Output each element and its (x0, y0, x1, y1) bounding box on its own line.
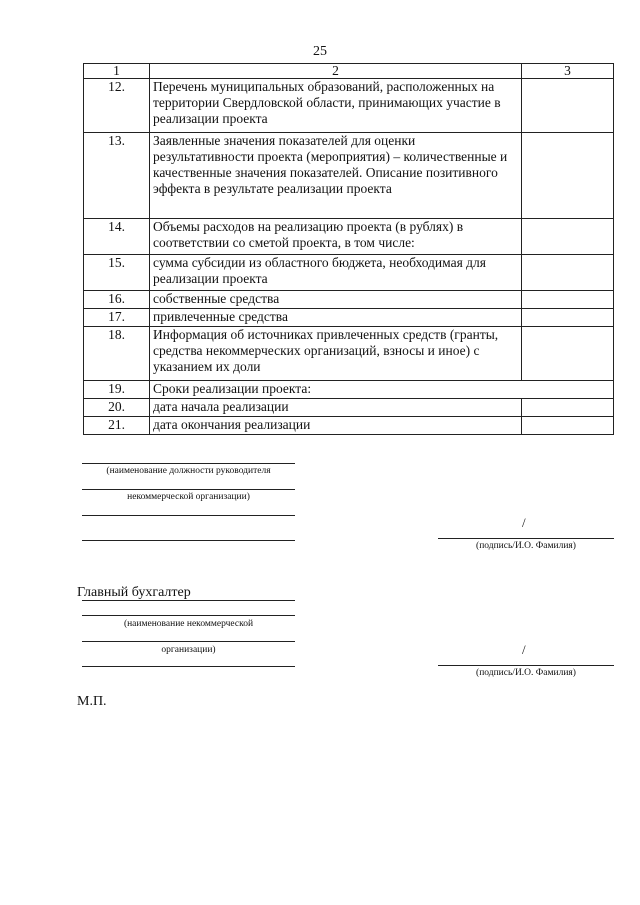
signature-line[interactable] (438, 538, 614, 539)
column-header: 3 (522, 64, 614, 79)
signature-separator: / (522, 642, 526, 657)
value-cell[interactable] (522, 219, 614, 255)
value-cell[interactable] (522, 309, 614, 327)
table-header-row (84, 64, 614, 79)
row-label: сумма субсидии из областного бюджета, необходимая для реализации проекта (150, 255, 522, 291)
row-number: 18. (84, 327, 150, 381)
table-row (84, 133, 614, 219)
row-label: привлеченные средства (150, 309, 522, 327)
position-caption: (наименование должности руководителя (106, 466, 271, 476)
value-cell[interactable] (522, 255, 614, 291)
row-label: дата начала реализации (150, 399, 522, 417)
position-title-line[interactable] (82, 463, 295, 464)
value-cell[interactable] (522, 327, 614, 381)
row-label: собственные средства (150, 291, 522, 309)
position-title-line[interactable] (82, 489, 295, 490)
row-label: Объемы расходов на реализацию проекта (в рублях) в соответствии со сметой проекта, в том числе: (150, 219, 522, 255)
value-cell[interactable] (522, 79, 614, 133)
table-row (84, 327, 614, 381)
table-row (84, 399, 614, 417)
row-number: 15. (84, 255, 150, 291)
organization-name-line[interactable] (82, 615, 295, 616)
position-title-line[interactable] (82, 515, 295, 516)
position-title-line[interactable] (82, 540, 295, 541)
position-caption: некоммерческой организации) (127, 492, 250, 502)
row-number: 16. (84, 291, 150, 309)
row-number: 19. (84, 381, 150, 399)
value-cell[interactable] (522, 417, 614, 435)
page-number: 25 (313, 44, 327, 59)
row-number: 13. (84, 133, 150, 219)
table-row (84, 219, 614, 255)
signature-caption: (подпись/И.О. Фамилия) (476, 541, 576, 551)
organization-name-line[interactable] (82, 641, 295, 642)
signature-separator: / (522, 515, 526, 530)
row-number: 21. (84, 417, 150, 435)
row-number: 14. (84, 219, 150, 255)
organization-caption: (наименование некоммерческой (123, 619, 254, 629)
table-row (84, 255, 614, 291)
row-number: 17. (84, 309, 150, 327)
organization-name-line[interactable] (82, 666, 295, 667)
column-header: 1 (84, 64, 150, 79)
table-row (84, 309, 614, 327)
row-label: Информация об источниках привлеченных средств (гранты, средства некоммерческих организаций, взносы и иное) с указанием их доли (150, 327, 522, 381)
chief-accountant-title: Главный бухгалтер (77, 585, 191, 600)
row-number: 12. (84, 79, 150, 133)
organization-caption: организации) (161, 645, 216, 655)
value-cell[interactable] (522, 133, 614, 219)
table-row (84, 417, 614, 435)
stamp-label: М.П. (77, 694, 107, 709)
chief-accountant-line[interactable] (82, 600, 295, 601)
value-cell[interactable] (522, 399, 614, 417)
row-label: Заявленные значения показателей для оценки результативности проекта (мероприятия) – количественные и качественные значения показателей. Описание позитивного эффекта в результате реализации проекта (150, 133, 522, 219)
row-label: Перечень муниципальных образований, расположенных на территории Свердловской области, принимающих участие в реализации проекта (150, 79, 522, 133)
application-form-table (83, 63, 614, 435)
value-cell[interactable] (522, 291, 614, 309)
row-number: 20. (84, 399, 150, 417)
column-header: 2 (150, 64, 522, 79)
row-label: Сроки реализации проекта: (150, 381, 614, 399)
signature-caption: (подпись/И.О. Фамилия) (476, 668, 576, 678)
table-row (84, 381, 614, 399)
row-label: дата окончания реализации (150, 417, 522, 435)
table-row (84, 291, 614, 309)
signature-line[interactable] (438, 665, 614, 666)
table-row (84, 79, 614, 133)
